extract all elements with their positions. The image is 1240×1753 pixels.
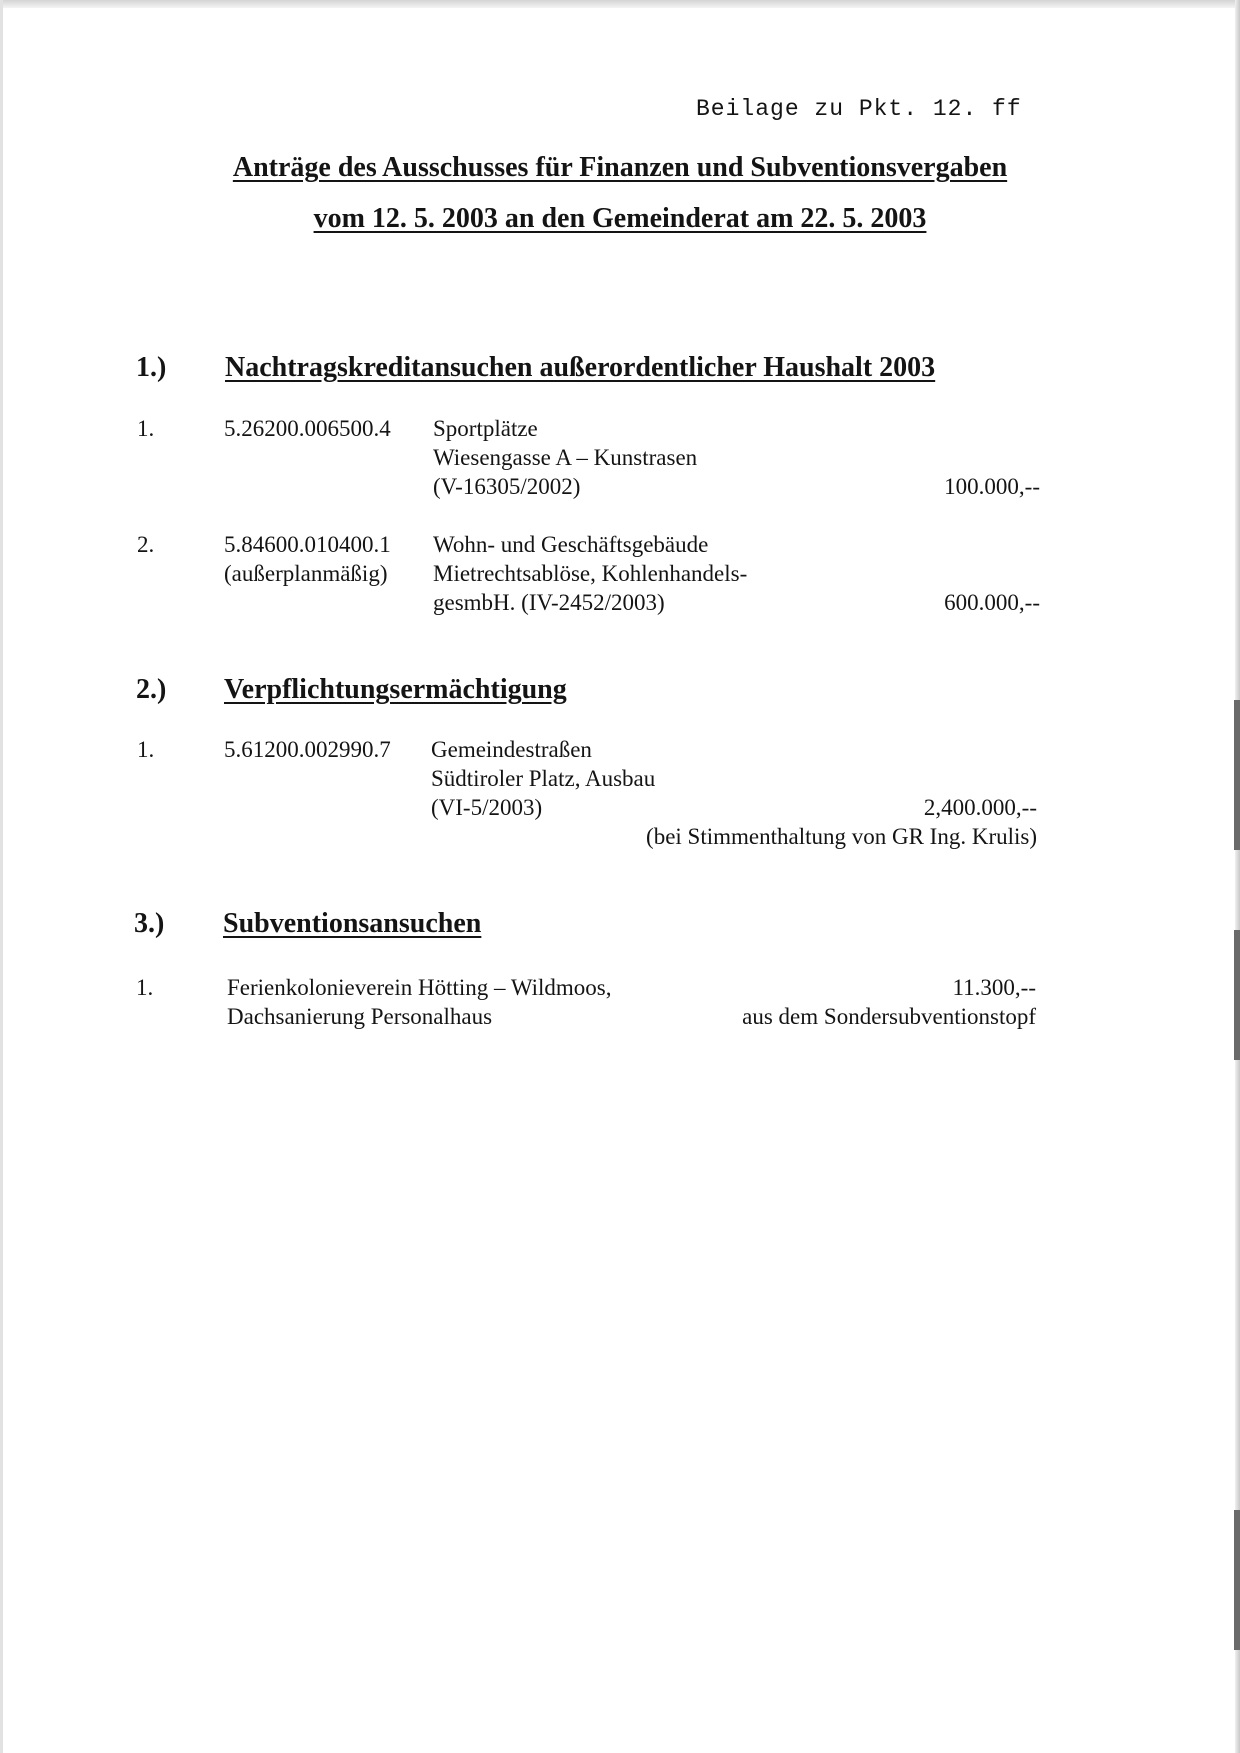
scan-mark <box>1234 1510 1240 1650</box>
item-amount: 2,400.000,-- <box>923 795 1037 820</box>
item-description-line: Gemeindestraßen <box>431 737 592 762</box>
item-number: 1. <box>136 975 154 1000</box>
item-description-line: Wiesengasse A – Kunstrasen <box>433 445 698 470</box>
scan-mark <box>1234 930 1240 1060</box>
scan-mark <box>1234 700 1240 850</box>
section-heading-text: Verpflichtungsermächtigung <box>224 674 567 705</box>
item-number: 2. <box>137 532 155 557</box>
item-description-line: Mietrechtsablöse, Kohlenhandels- <box>433 561 748 586</box>
item-description-line: gesmbH. (IV-2452/2003) <box>433 590 665 615</box>
section-heading-text: Nachtragskreditansuchen außerordentlicher Haushalt 2003 <box>225 352 936 383</box>
scan-edge-top <box>0 0 1240 8</box>
item-amount: 100.000,-- <box>944 474 1040 499</box>
scan-edge-right <box>1235 0 1240 1753</box>
item-amount: 600.000,-- <box>944 590 1040 615</box>
section-heading <box>224 674 567 706</box>
item-note: (bei Stimmenthaltung von GR Ing. Krulis) <box>646 824 1037 849</box>
header-note: Beilage zu Pkt. 12. ff <box>696 96 1022 122</box>
item-description-line: Sportplätze <box>433 416 538 441</box>
item-description-line: (VI-5/2003) <box>431 795 543 820</box>
document-title-line-2: vom 12. 5. 2003 an den Gemeinderat am 22. 5. 2003 <box>313 203 927 234</box>
item-description-line: Südtiroler Platz, Ausbau <box>431 766 656 791</box>
section-heading-text: Subventionsansuchen <box>223 908 482 939</box>
account-number: 5.61200.002990.7 <box>224 737 391 762</box>
section-number: 1.) <box>136 352 167 383</box>
item-number: 1. <box>137 416 155 441</box>
item-amount: 11.300,-- <box>952 975 1036 1000</box>
item-description-line: Dachsanierung Personalhaus <box>227 1004 493 1029</box>
item-number: 1. <box>137 737 155 762</box>
section-heading <box>225 352 935 384</box>
section-heading <box>223 908 481 940</box>
account-note: (außerplanmäßig) <box>224 561 388 586</box>
section-number: 2.) <box>136 674 167 705</box>
account-number: 5.26200.006500.4 <box>224 416 391 441</box>
item-description-line: Ferienkolonieverein Hötting – Wildmoos, <box>227 975 612 1000</box>
item-description-line: (V-16305/2002) <box>433 474 581 499</box>
section-number: 3.) <box>134 908 165 939</box>
item-description-line: Wohn- und Geschäftsgebäude <box>433 532 709 557</box>
scan-edge-left <box>0 0 3 1753</box>
account-number: 5.84600.010400.1 <box>224 532 391 557</box>
item-amount-note: aus dem Sondersubventionstopf <box>742 1004 1036 1029</box>
document-title-line-1: Anträge des Ausschusses für Finanzen und Subventionsvergaben <box>232 152 1008 183</box>
